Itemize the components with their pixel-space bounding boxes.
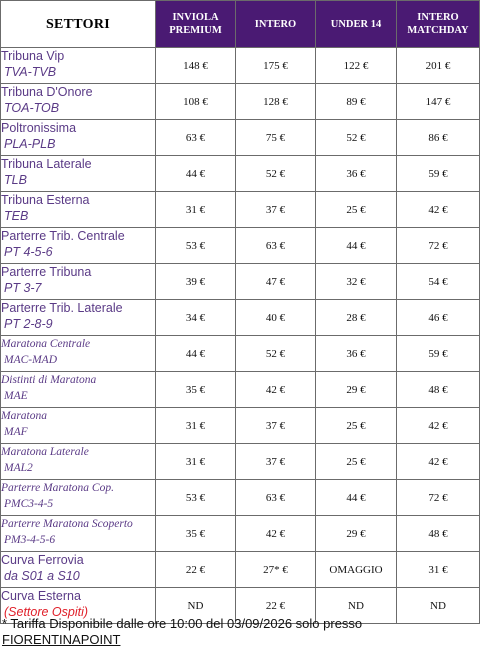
sector-code: (Settore Ospiti) <box>4 605 89 619</box>
sector-cell <box>1 264 156 300</box>
price-cell: 52 € <box>236 156 316 192</box>
sector-cell <box>1 408 156 444</box>
price-cell: 53 € <box>156 228 236 264</box>
sector-name: Distinti di Maratona <box>1 374 97 386</box>
sector-code: PLA-PLB <box>4 137 56 151</box>
header-label: INTERO <box>254 18 297 30</box>
price-cell: 39 € <box>156 264 236 300</box>
price-cell: 48 € <box>397 516 480 552</box>
table-row <box>1 156 480 192</box>
header-label: INTERO <box>417 12 459 23</box>
price-cell: 35 € <box>156 516 236 552</box>
price-cell: 175 € <box>236 48 316 84</box>
sector-code: TEB <box>4 209 29 223</box>
sector-name: Parterre Trib. Centrale <box>1 229 125 243</box>
price-cell: 37 € <box>236 192 316 228</box>
sector-cell <box>1 336 156 372</box>
price-cell: 22 € <box>156 552 236 588</box>
sector-code: PT 2-8-9 <box>4 317 53 331</box>
price-cell: 35 € <box>156 372 236 408</box>
price-cell: 72 € <box>397 480 480 516</box>
table-row <box>1 516 480 552</box>
sector-name: Curva Esterna <box>1 589 81 603</box>
header-under-14 <box>316 1 397 48</box>
sector-code: PM3-4-5-6 <box>4 534 56 546</box>
sector-name: Tribuna D'Onore <box>1 85 93 99</box>
header-label: MATCHDAY <box>407 25 469 36</box>
sector-cell <box>1 552 156 588</box>
sector-name: Parterre Tribuna <box>1 265 92 279</box>
header-inviola-premium <box>156 1 236 48</box>
price-cell: 63 € <box>156 120 236 156</box>
sector-code: TOA-TOB <box>4 101 60 115</box>
sector-cell <box>1 192 156 228</box>
price-cell: 29 € <box>316 516 397 552</box>
price-cell: 34 € <box>156 300 236 336</box>
sector-name: Parterre Trib. Laterale <box>1 301 123 315</box>
sector-cell <box>1 48 156 84</box>
price-cell: ND <box>316 588 397 624</box>
table-header-row <box>1 1 480 48</box>
price-cell: 147 € <box>397 84 480 120</box>
price-cell: 29 € <box>316 372 397 408</box>
table-row <box>1 552 480 588</box>
price-cell: 53 € <box>156 480 236 516</box>
price-cell: 52 € <box>236 336 316 372</box>
price-cell: 128 € <box>236 84 316 120</box>
sector-code: MAF <box>4 426 28 438</box>
sector-name: Tribuna Laterale <box>1 157 92 171</box>
sector-name: Tribuna Vip <box>1 49 65 63</box>
table-row <box>1 192 480 228</box>
header-settori: SETTORI <box>1 1 156 48</box>
sector-code: PT 3-7 <box>4 281 42 295</box>
price-cell: 54 € <box>397 264 480 300</box>
price-cell: 63 € <box>236 480 316 516</box>
price-cell: 36 € <box>316 156 397 192</box>
table-row <box>1 480 480 516</box>
sector-code: MAC-MAD <box>4 354 58 366</box>
table-row <box>1 48 480 84</box>
header-label: INVIOLA <box>172 12 219 23</box>
sector-name: Poltronissima <box>1 121 77 135</box>
price-cell: 75 € <box>236 120 316 156</box>
price-cell: 59 € <box>397 336 480 372</box>
price-cell: 86 € <box>397 120 480 156</box>
price-cell: 28 € <box>316 300 397 336</box>
table-row <box>1 300 480 336</box>
price-cell: 37 € <box>236 408 316 444</box>
header-intero <box>236 1 316 48</box>
sector-cell <box>1 120 156 156</box>
price-cell: 201 € <box>397 48 480 84</box>
price-cell: 72 € <box>397 228 480 264</box>
sector-cell <box>1 156 156 192</box>
price-cell: 37 € <box>236 444 316 480</box>
price-cell: 52 € <box>316 120 397 156</box>
sector-code: TVA-TVB <box>4 65 57 79</box>
sector-code: MAE <box>4 390 28 402</box>
table-row <box>1 336 480 372</box>
price-cell: 27* € <box>236 552 316 588</box>
header-intero-matchday <box>397 1 480 48</box>
sector-code: MAL2 <box>4 462 33 474</box>
price-cell: 31 € <box>397 552 480 588</box>
price-cell: 44 € <box>156 156 236 192</box>
sector-code: da S01 a S10 <box>4 569 80 583</box>
sector-name: Maratona Laterale <box>1 446 89 458</box>
table-row <box>1 120 480 156</box>
price-cell: 40 € <box>236 300 316 336</box>
sector-cell <box>1 300 156 336</box>
price-cell: 42 € <box>236 372 316 408</box>
price-cell: 36 € <box>316 336 397 372</box>
price-cell: 44 € <box>316 480 397 516</box>
price-cell: 42 € <box>397 444 480 480</box>
price-cell: 31 € <box>156 192 236 228</box>
sector-cell <box>1 480 156 516</box>
sector-code: PT 4-5-6 <box>4 245 53 259</box>
sector-cell <box>1 228 156 264</box>
price-cell: 31 € <box>156 408 236 444</box>
price-cell: 63 € <box>236 228 316 264</box>
price-cell: 25 € <box>316 192 397 228</box>
price-cell: 59 € <box>397 156 480 192</box>
fiorentinapoint-link[interactable]: FIORENTINAPOINT <box>2 632 121 647</box>
price-cell: 46 € <box>397 300 480 336</box>
price-cell: 31 € <box>156 444 236 480</box>
table-row <box>1 264 480 300</box>
sector-code: TLB <box>4 173 27 187</box>
sector-cell <box>1 516 156 552</box>
price-cell: ND <box>397 588 480 624</box>
price-cell: OMAGGIO <box>316 552 397 588</box>
table-row <box>1 84 480 120</box>
sector-name: Maratona <box>1 410 47 422</box>
price-cell: 44 € <box>316 228 397 264</box>
sector-cell <box>1 84 156 120</box>
price-cell: 89 € <box>316 84 397 120</box>
price-cell: 108 € <box>156 84 236 120</box>
table-row <box>1 444 480 480</box>
price-cell: 48 € <box>397 372 480 408</box>
table-row <box>1 372 480 408</box>
price-cell: 47 € <box>236 264 316 300</box>
price-cell: 42 € <box>397 192 480 228</box>
price-cell: 22 € <box>236 588 316 624</box>
price-cell: 25 € <box>316 408 397 444</box>
footnote-text: * Tariffa Disponibile dalle ore 10:00 del 03/09/2026 solo presso <box>2 616 363 631</box>
header-label: PREMIUM <box>169 25 222 36</box>
price-cell: 42 € <box>236 516 316 552</box>
price-cell: 42 € <box>397 408 480 444</box>
sector-cell <box>1 444 156 480</box>
sector-name: Maratona Centrale <box>1 338 91 350</box>
sector-name: Tribuna Esterna <box>1 193 90 207</box>
table-row <box>1 228 480 264</box>
sector-name: Curva Ferrovia <box>1 553 84 567</box>
header-label: UNDER 14 <box>330 18 382 30</box>
price-cell: 44 € <box>156 336 236 372</box>
footnote <box>2 616 478 648</box>
sector-cell <box>1 372 156 408</box>
sector-name: Parterre Maratona Cop. <box>1 482 114 494</box>
price-cell: ND <box>156 588 236 624</box>
price-cell: 148 € <box>156 48 236 84</box>
table-row <box>1 408 480 444</box>
price-cell: 32 € <box>316 264 397 300</box>
price-cell: 25 € <box>316 444 397 480</box>
price-cell: 122 € <box>316 48 397 84</box>
sector-code: PMC3-4-5 <box>4 498 54 510</box>
sector-name: Parterre Maratona Scoperto <box>1 518 133 530</box>
